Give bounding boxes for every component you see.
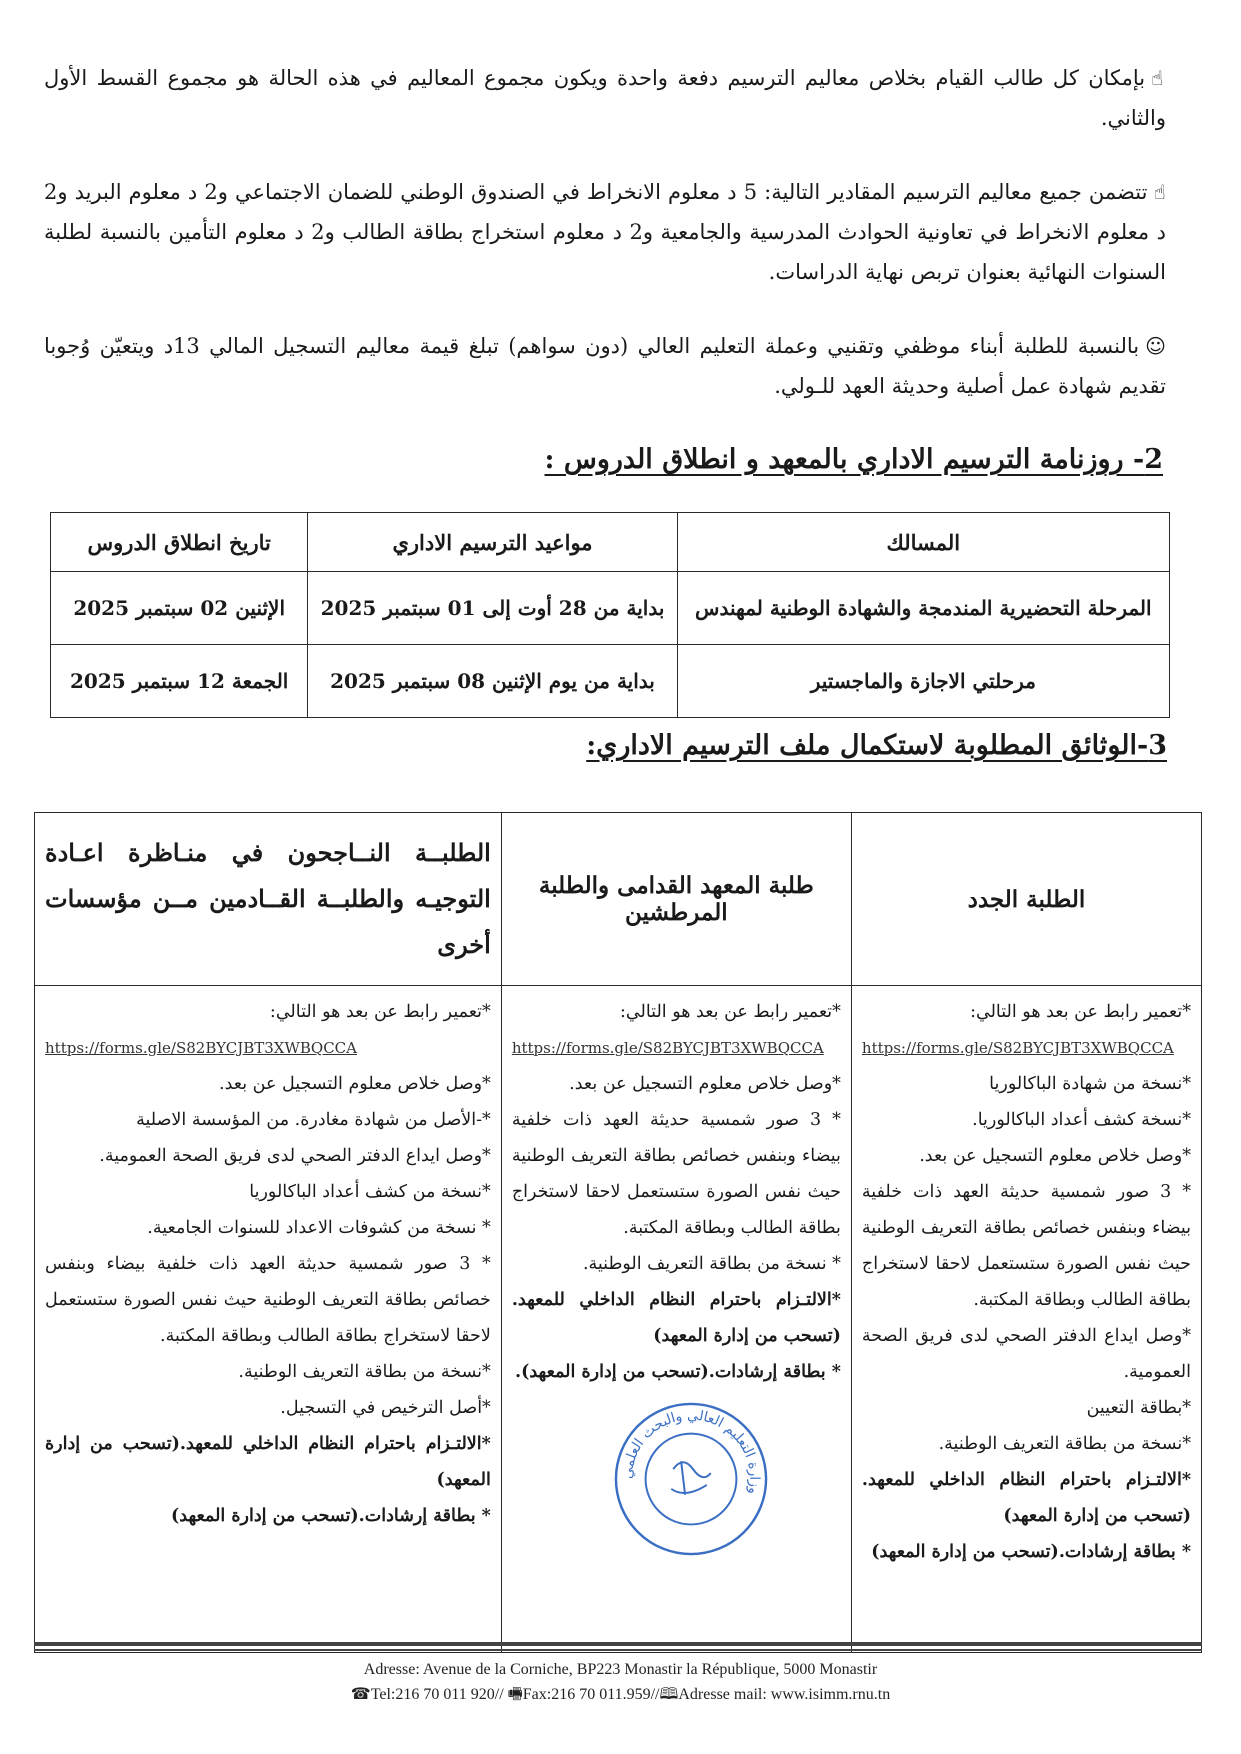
- list-item: * 3 صور شمسية حديثة العهد ذات خلفية بيضاء وبنفس خصائص بطاقة التعريف الوطنية حيث نفس الصورة ستستعمل لاحقا لاستخراج بطاقة الطالب وبطاقة المكتبة.: [861, 1182, 1191, 1310]
- registration-cell: بداية من يوم الإثنين 08 سبتمبر 2025: [308, 645, 677, 718]
- list-item: * 3 صور شمسية حديثة العهد ذات خلفية بيضاء وبنفس خصائص بطاقة التعريف الوطنية حيث نفس الصورة ستستعمل لاحقا لاستخراج بطاقة الطالب وبطاقة المكتبة.: [45, 1254, 491, 1346]
- stamp-outer-ring: [616, 1404, 766, 1554]
- intro-text-2: تتضمن جميع معاليم الترسيم المقادير التالية: 5 د معلوم الانخراط في الصندوق الوطني للضمان الاجتماعي و2 د معلوم البريد و2 د معلوم الانخراط في تعاونية الحوادث المدرسية والجامعية و2 د معلوم استخراج بطاقة الطالب و2 د معلوم التأمين بالنسبة لطلبة السنوات النهائية بعنوان تربص نهاية الدراسات.: [44, 180, 1166, 284]
- header-course-start: تاريخ انطلاق الدروس: [51, 513, 308, 572]
- list-item: *نسخة كشف أعداد الباكالوريا.: [972, 1110, 1191, 1130]
- hand-icon: ☝: [1153, 180, 1167, 204]
- intro-paragraph-2: [44, 172, 1166, 292]
- stamp-signature: [671, 1461, 711, 1495]
- track-cell: مرحلتي الاجازة والماجستير: [677, 645, 1169, 718]
- official-stamp: [612, 1400, 770, 1558]
- new-students-docs: [851, 986, 1201, 1653]
- intro-paragraph-1: [44, 58, 1166, 138]
- list-item: *نسخة من بطاقة التعريف الوطنية.: [938, 1434, 1191, 1454]
- start-date-cell: الإثنين 02 سبتمبر 2025: [51, 572, 308, 645]
- hand-icon: ☝: [1151, 66, 1166, 90]
- list-item: *الالتـزام باحترام النظام الداخلي للمعهد.(تسحب من إدارة المعهد): [45, 1434, 491, 1490]
- list-item: *الالتـزام باحترام النظام الداخلي للمعهد.(تسحب من إدارة المعهد): [861, 1470, 1191, 1526]
- list-item: *وصل ايداع الدفتر الصحي لدى فريق الصحة العمومية.: [861, 1326, 1191, 1382]
- registration-link[interactable]: https://forms.gle/S82BYCJBT3XWBQCCA: [511, 1039, 824, 1057]
- header-new-students: الطلبة الجدد: [851, 813, 1201, 986]
- start-date-cell: الجمعة 12 سبتمبر 2025: [51, 645, 308, 718]
- header-transfer-students: الطلبــة النــاجحون في منـاظرة اعـادة التوجيـه والطلبــة القــادمين مــن مؤسسات أخرى: [35, 813, 502, 986]
- list-item: *الالتـزام باحترام النظام الداخلي للمعهد.(تسحب من إدارة المعهد): [511, 1290, 841, 1346]
- documents-header-row: [35, 813, 1202, 986]
- list-item: *-الأصل من شهادة مغادرة. من المؤسسة الاصلية: [136, 1110, 491, 1130]
- track-cell: المرحلة التحضيرية المندمجة والشهادة الوطنية لمهندس: [677, 572, 1169, 645]
- stamp-ring-text: وزارة التعليم العالي والبحث العلمي: [619, 1407, 763, 1496]
- smiley-icon: ☺: [1145, 334, 1166, 358]
- list-item: *نسخة من بطاقة التعريف الوطنية.: [238, 1362, 491, 1382]
- list-item: *تعمير رابط عن بعد هو التالي:: [269, 1002, 491, 1022]
- table-row: [51, 645, 1170, 718]
- list-item: *نسخة من شهادة الباكالوريا: [989, 1074, 1191, 1094]
- header-registration-dates: مواعيد الترسيم الاداري: [308, 513, 677, 572]
- registration-link[interactable]: https://forms.gle/S82BYCJBT3XWBQCCA: [861, 1039, 1174, 1057]
- list-item: * نسخة من بطاقة التعريف الوطنية.: [582, 1254, 841, 1274]
- list-item: *نسخة من كشف أعداد الباكالوريا: [249, 1182, 491, 1202]
- list-item: * بطاقة إرشادات.(تسحب من إدارة المعهد): [871, 1542, 1191, 1562]
- list-item: * بطاقة إرشادات.(تسحب من إدارة المعهد): [171, 1506, 491, 1526]
- list-item: *وصل خلاص معلوم التسجيل عن بعد.: [569, 1074, 841, 1094]
- registration-link[interactable]: https://forms.gle/S82BYCJBT3XWBQCCA: [45, 1039, 357, 1057]
- registration-cell: بداية من 28 أوت إلى 01 سبتمبر 2025: [308, 572, 677, 645]
- list-item: *أصل الترخيص في التسجيل.: [280, 1398, 491, 1418]
- list-item: *تعمير رابط عن بعد هو التالي:: [620, 1002, 841, 1022]
- list-item: * نسخة من كشوفات الاعداد للسنوات الجامعية.: [147, 1218, 491, 1238]
- list-item: *وصل ايداع الدفتر الصحي لدى فريق الصحة العمومية.: [99, 1146, 491, 1166]
- header-tracks: المسالك: [677, 513, 1169, 572]
- list-item: * 3 صور شمسية حديثة العهد ذات خلفية بيضاء وبنفس خصائص بطاقة التعريف الوطنية حيث نفس الصورة ستستعمل لاحقا لاستخراج بطاقة الطالب وبطاقة المكتبة.: [511, 1110, 841, 1238]
- footer-address: Adresse: Avenue de la Corniche, BP223 Monastir la République, 5000 Monastir: [363, 1661, 878, 1678]
- stamp-inner-ring: [646, 1434, 737, 1525]
- transfer-students-docs: [35, 986, 502, 1653]
- list-item: *بطاقة التعيين: [1086, 1398, 1191, 1418]
- list-item: *وصل خلاص معلوم التسجيل عن بعد.: [219, 1074, 491, 1094]
- footer-divider-thick: [34, 1642, 1202, 1646]
- section-2-heading: 2- روزنامة الترسيم الاداري بالمعهد و انطلاق الدروس :: [544, 444, 1163, 475]
- list-item: *وصل خلاص معلوم التسجيل عن بعد.: [919, 1146, 1191, 1166]
- schedule-header-row: [51, 513, 1170, 572]
- list-item: *تعمير رابط عن بعد هو التالي:: [970, 1002, 1191, 1022]
- footer-contact: ☎Tel:216 70 011 920// 🖷Fax:216 70 011.959//🕮Adresse mail: www.isimm.rnu.tn: [350, 1686, 891, 1703]
- intro-text-3: بالنسبة للطلبة أبناء موظفي وتقنيي وعملة التعليم العالي (دون سواهم) تبلغ قيمة معاليم التسجيل المالي 13د ويتعيّن وُجوبا تقديم شهادة عمل أصلية وحديثة العهد للـولي.: [44, 334, 1166, 398]
- footer-divider-thin: [34, 1649, 1202, 1651]
- list-item: * بطاقة إرشادات.(تسحب من إدارة المعهد).: [515, 1362, 841, 1382]
- schedule-table: [50, 512, 1170, 718]
- section-3-heading: 3-الوثائق المطلوبة لاستكمال ملف الترسيم الاداري:: [586, 730, 1167, 761]
- intro-text-1: بإمكان كل طالب القيام بخلاص معاليم الترسيم دفعة واحدة ويكون مجموع المعاليم في هذه الحالة هو مجموع القسط الأول والثاني.: [44, 66, 1166, 130]
- header-returning-students: طلبة المعهد القدامى والطلبة المرطشين: [501, 813, 851, 986]
- intro-paragraph-3: [44, 326, 1166, 406]
- table-row: [51, 572, 1170, 645]
